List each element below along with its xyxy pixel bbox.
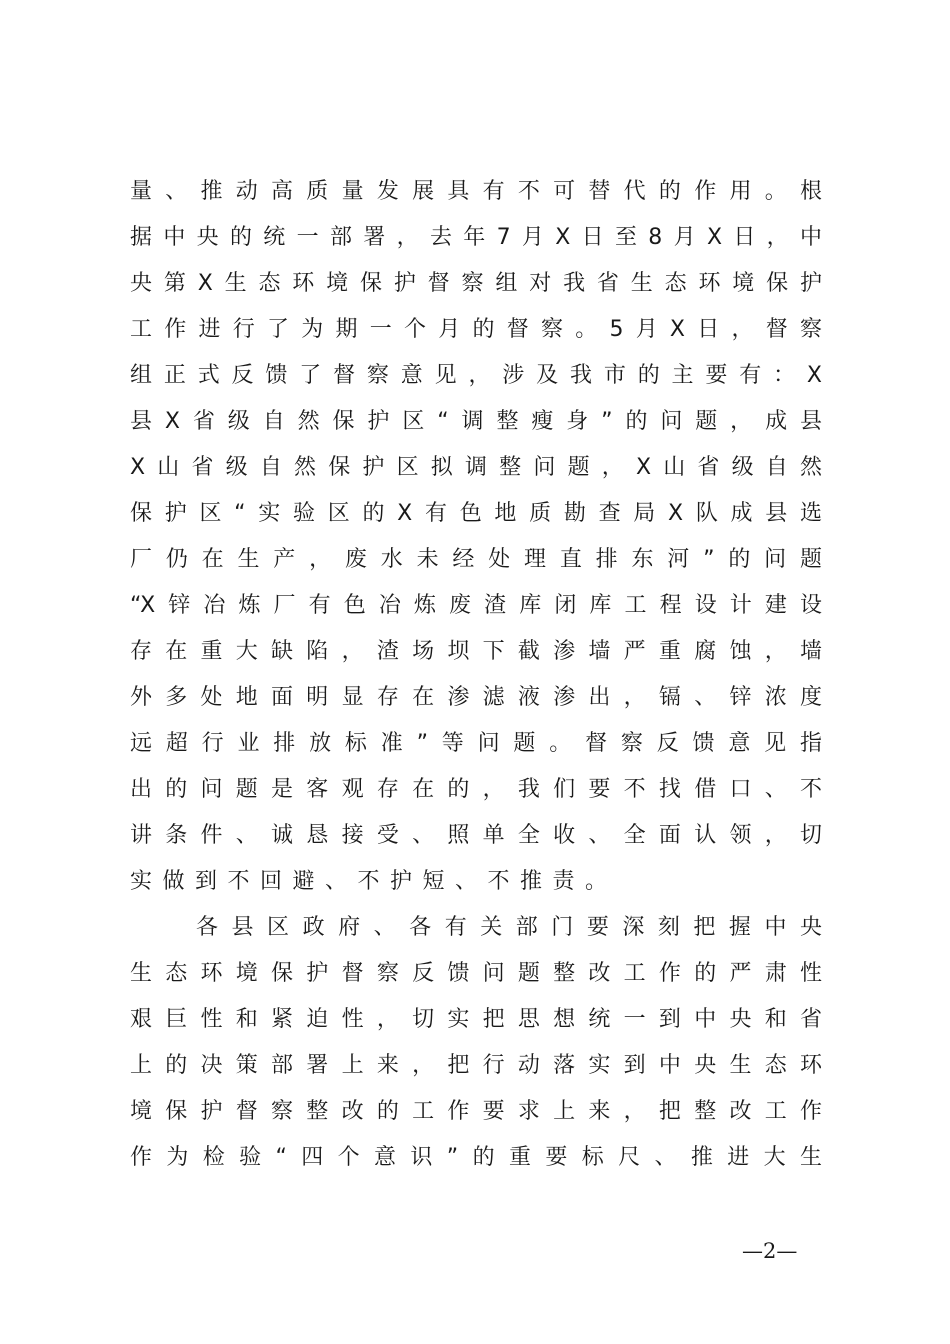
text-line: 出的问题是客观存在的，我们要不找借口、不	[130, 777, 822, 802]
text-line: 境保护督察整改的工作要求上来，把整改工作	[130, 1099, 822, 1124]
text-line: 实做到不回避、不护短、不推责。	[130, 869, 618, 894]
text-line: 工作进行了为期一个月的督察。5月X日，督察	[130, 317, 822, 342]
text-line: 外多处地面明显存在渗滤液渗出，镉、锌浓度	[130, 685, 822, 710]
text-line: 组正式反馈了督察意见，涉及我市的主要有：X	[130, 363, 822, 388]
text-line: 讲条件、诚恳接受、照单全收、全面认领，切	[130, 823, 822, 848]
text-line: 央第X生态环境保护督察组对我省生态环境保护	[130, 271, 822, 296]
text-line: 上的决策部署上来，把行动落实到中央生态环	[130, 1053, 822, 1078]
text-line: 艰巨性和紧迫性，切实把思想统一到中央和省	[130, 1007, 822, 1032]
text-line: X山省级自然保护区拟调整问题，X山省级自然	[130, 455, 822, 480]
page-number: —2—	[742, 1239, 798, 1263]
text-line: “X锌冶炼厂有色冶炼废渣库闭库工程设计建设	[130, 593, 822, 618]
text-line: 县X省级自然保护区“调整瘦身”的问题，成县	[130, 409, 822, 434]
text-line: 保护区“实验区的X有色地质勘查局X队成县选	[130, 501, 822, 526]
text-line: 据中央的统一部署，去年7月X日至8月X日，中	[130, 225, 822, 250]
text-line: 各县区政府、各有关部门要深刻把握中央	[196, 915, 822, 940]
text-line: 存在重大缺陷，渣场坝下截渗墙严重腐蚀，墙	[130, 639, 822, 664]
text-line: 远超行业排放标准”等问题。督察反馈意见指	[130, 731, 822, 756]
text-line: 生态环境保护督察反馈问题整改工作的严肃性	[130, 961, 822, 986]
text-line: 厂仍在生产，废水未经处理直排东河”的问题	[130, 547, 822, 572]
text-line: 量、推动高质量发展具有不可替代的作用。根	[130, 179, 822, 204]
text-line: 作为检验“四个意识”的重要标尺、推进大生	[130, 1145, 822, 1170]
